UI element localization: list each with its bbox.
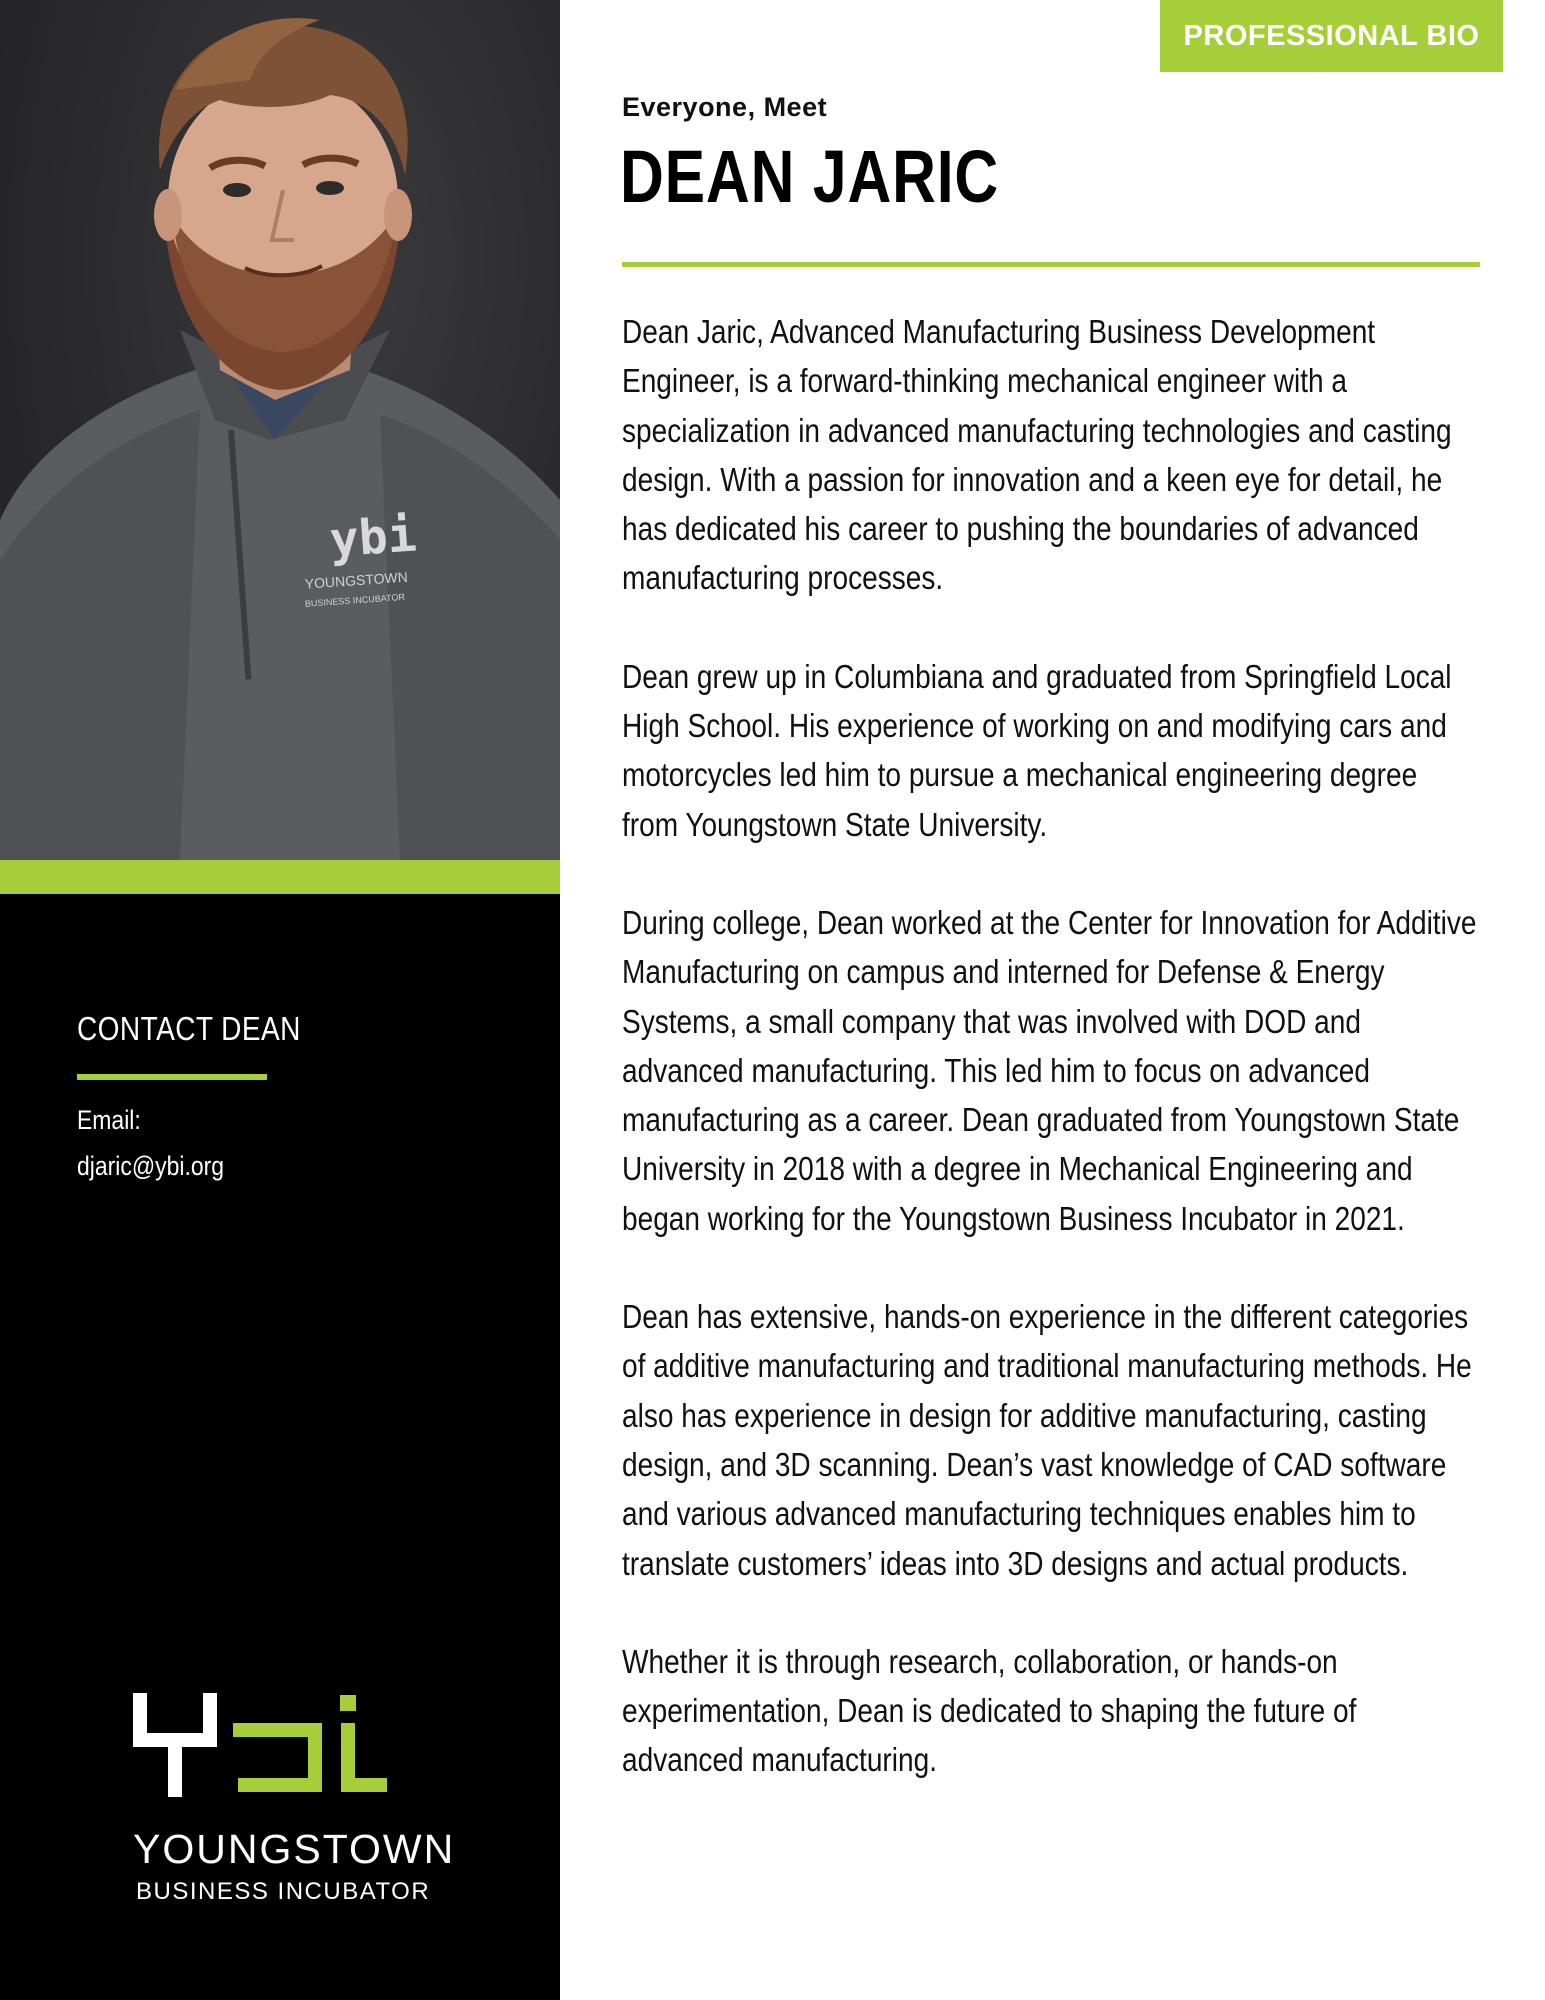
bio-paragraph: Dean grew up in Columbiana and graduated from Springfield Local High School. His experience of working on and modifying cars and motorcycles led him to pursue a mechanical engineering degree from Youngstown State University. [622,657,1452,843]
bio-body [622,307,1481,1834]
contact-divider [77,1074,267,1080]
logo-wordmark: YOUNGSTOWN [133,1826,456,1872]
accent-band [0,860,560,894]
email-label: Email: [77,1105,141,1135]
svg-text:ybi: ybi [327,506,419,569]
professional-bio-badge: PROFESSIONAL BIO [1160,0,1503,72]
bio-paragraph: Dean Jaric, Advanced Manufacturing Business Development Engineer, is a forward-thinking mechanical engineer with a specialization in advanced manufacturing technologies and casting design. With a passion for innovation and a keen eye for detail, he has dedicated his career to pushing the boundaries of advanced manufacturing processes. [622,313,1452,597]
bio-paragraph: Dean has extensive, hands-on experience in the different categories of additive manufacturing and traditional manufacturing methods. He also has experience in design for additive manufacturing, casting design, and 3D scanning. Dean’s vast knowledge of CAD software and various advanced manufacturing techniques enables him to translate customers’ ideas into 3D designs and actual products. [622,1298,1472,1582]
page-title: DEAN JARIC [620,135,1000,218]
greeting: Everyone, Meet [622,92,828,122]
contact-heading: CONTACT DEAN [77,1010,301,1047]
title-divider [622,262,1480,267]
shirt-logo-subtext: BUSINESS INCUBATOR [304,591,406,609]
sidebar-panel [0,0,560,2000]
bio-paragraph: Whether it is through research, collaboration, or hands-on experimentation, Dean is dedicated to shaping the future of advanced manufacturing. [622,1642,1357,1779]
logo-tagline: BUSINESS INCUBATOR [136,1878,431,1905]
shirt-logo-text: YOUNGSTOWN [304,568,409,592]
portrait-photo [0,0,560,860]
ybi-logo-mark [130,1680,450,1820]
bio-paragraph: During college, Dean worked at the Center for Innovation for Additive Manufacturing on campus and interned for Defense & Energy Systems, a small company that was involved with DOD and advanced manufacturing. This led him to focus on advanced manufacturing as a career. Dean graduated from Youngstown State University in 2018 with a degree in Mechanical Engineering and began working for the Youngstown Business Incubator in 2021. [622,903,1477,1237]
email-link[interactable]: djaric@ybi.org [77,1151,225,1181]
